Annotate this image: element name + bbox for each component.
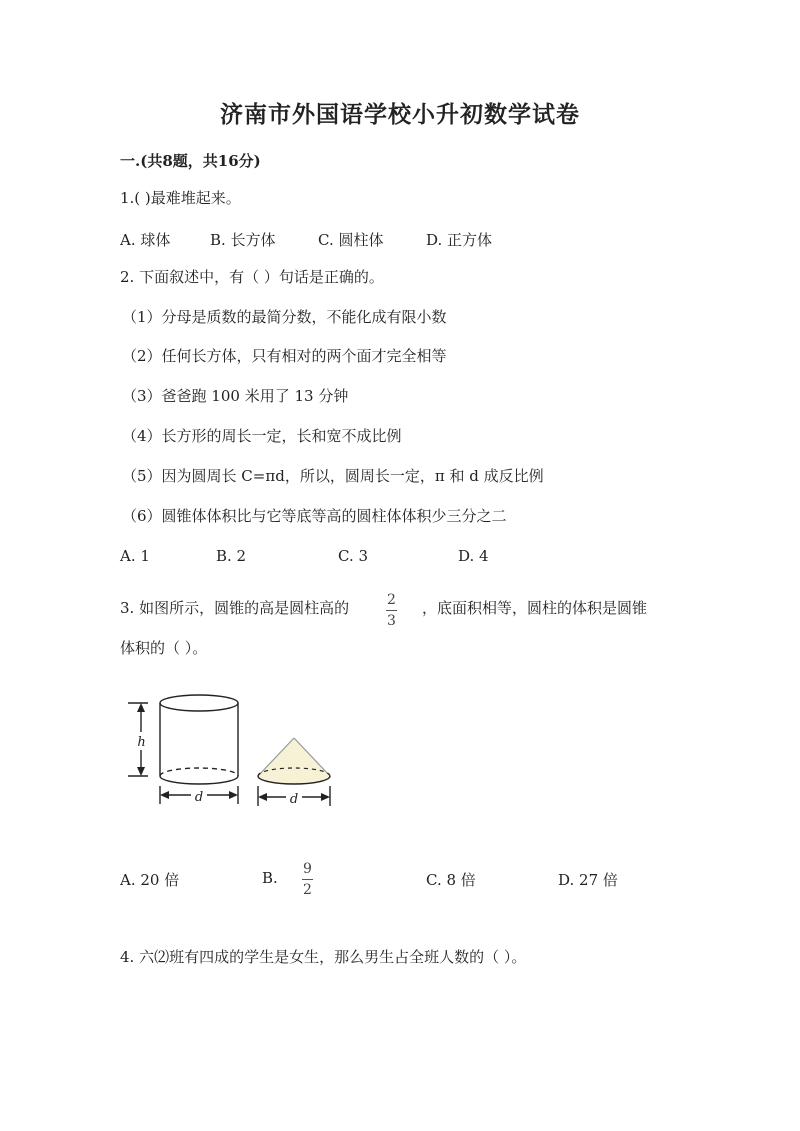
- cone-diameter-label: d: [289, 792, 299, 807]
- question-1-option-d: D. 正方体: [426, 231, 493, 249]
- question-3-option-a: A. 20 倍: [120, 871, 180, 889]
- question-2-statement-2: （2）任何长方体，只有相对的两个面才完全相等: [122, 347, 447, 365]
- question-2-option-d: D. 4: [458, 547, 489, 565]
- question-3-stem-line2: 体积的（ ）。: [120, 639, 208, 657]
- fraction-bar: [386, 610, 397, 611]
- question-3-stem-part2: ，底面积相等，圆柱的体积是圆锥: [422, 599, 648, 617]
- question-1-option-b: B. 长方体: [210, 231, 276, 249]
- question-2-statement-1: （1）分母是质数的最简分数，不能化成有限小数: [122, 308, 447, 326]
- fraction-denominator: 2: [303, 882, 312, 898]
- question-3-option-c: C. 8 倍: [426, 871, 476, 889]
- question-3-option-b-fraction: [302, 861, 313, 898]
- question-2-statement-6: （6）圆锥体体积比与它等底等高的圆柱体体积少三分之二: [122, 507, 507, 525]
- question-4-stem: 4. 六⑵班有四成的学生是女生，那么男生占全班人数的（ ）。: [120, 948, 527, 966]
- question-3-fraction: [386, 592, 397, 629]
- question-3-option-b-label: B.: [262, 869, 278, 887]
- question-2-option-c: C. 3: [338, 547, 369, 565]
- cylinder-cone-figure: [120, 690, 350, 820]
- section-heading: 一.(共8题，共16分): [120, 152, 261, 170]
- question-2-statement-4: （4）长方形的周长一定，长和宽不成比例: [122, 427, 402, 445]
- page-title: 济南市外国语学校小升初数学试卷: [220, 101, 580, 128]
- cone-shape: [258, 738, 330, 784]
- question-3-stem-part1: 3. 如图所示，圆锥的高是圆柱高的: [120, 599, 350, 617]
- question-2-option-b: B. 2: [216, 547, 247, 565]
- fraction-numerator: 2: [387, 592, 396, 608]
- question-2-statement-5: （5）因为圆周长 C=πd，所以，圆周长一定，π 和 d 成反比例: [122, 467, 544, 485]
- question-2-stem: 2. 下面叙述中，有（ ）句话是正确的。: [120, 268, 384, 286]
- fraction-bar: [302, 879, 313, 880]
- question-1-option-a: A. 球体: [120, 231, 171, 249]
- question-2-option-a: A. 1: [120, 547, 150, 565]
- height-label: h: [137, 735, 146, 750]
- fraction-denominator: 3: [387, 613, 396, 629]
- question-2-statement-3: （3）爸爸跑 100 米用了 13 分钟: [122, 387, 349, 405]
- question-3-option-d: D. 27 倍: [558, 871, 618, 889]
- fraction-numerator: 9: [303, 861, 312, 877]
- cylinder-diameter-label: d: [194, 790, 204, 805]
- cylinder-shape: [160, 695, 238, 784]
- question-1-option-c: C. 圆柱体: [318, 231, 384, 249]
- question-1-stem: 1.( )最难堆起来。: [120, 189, 241, 207]
